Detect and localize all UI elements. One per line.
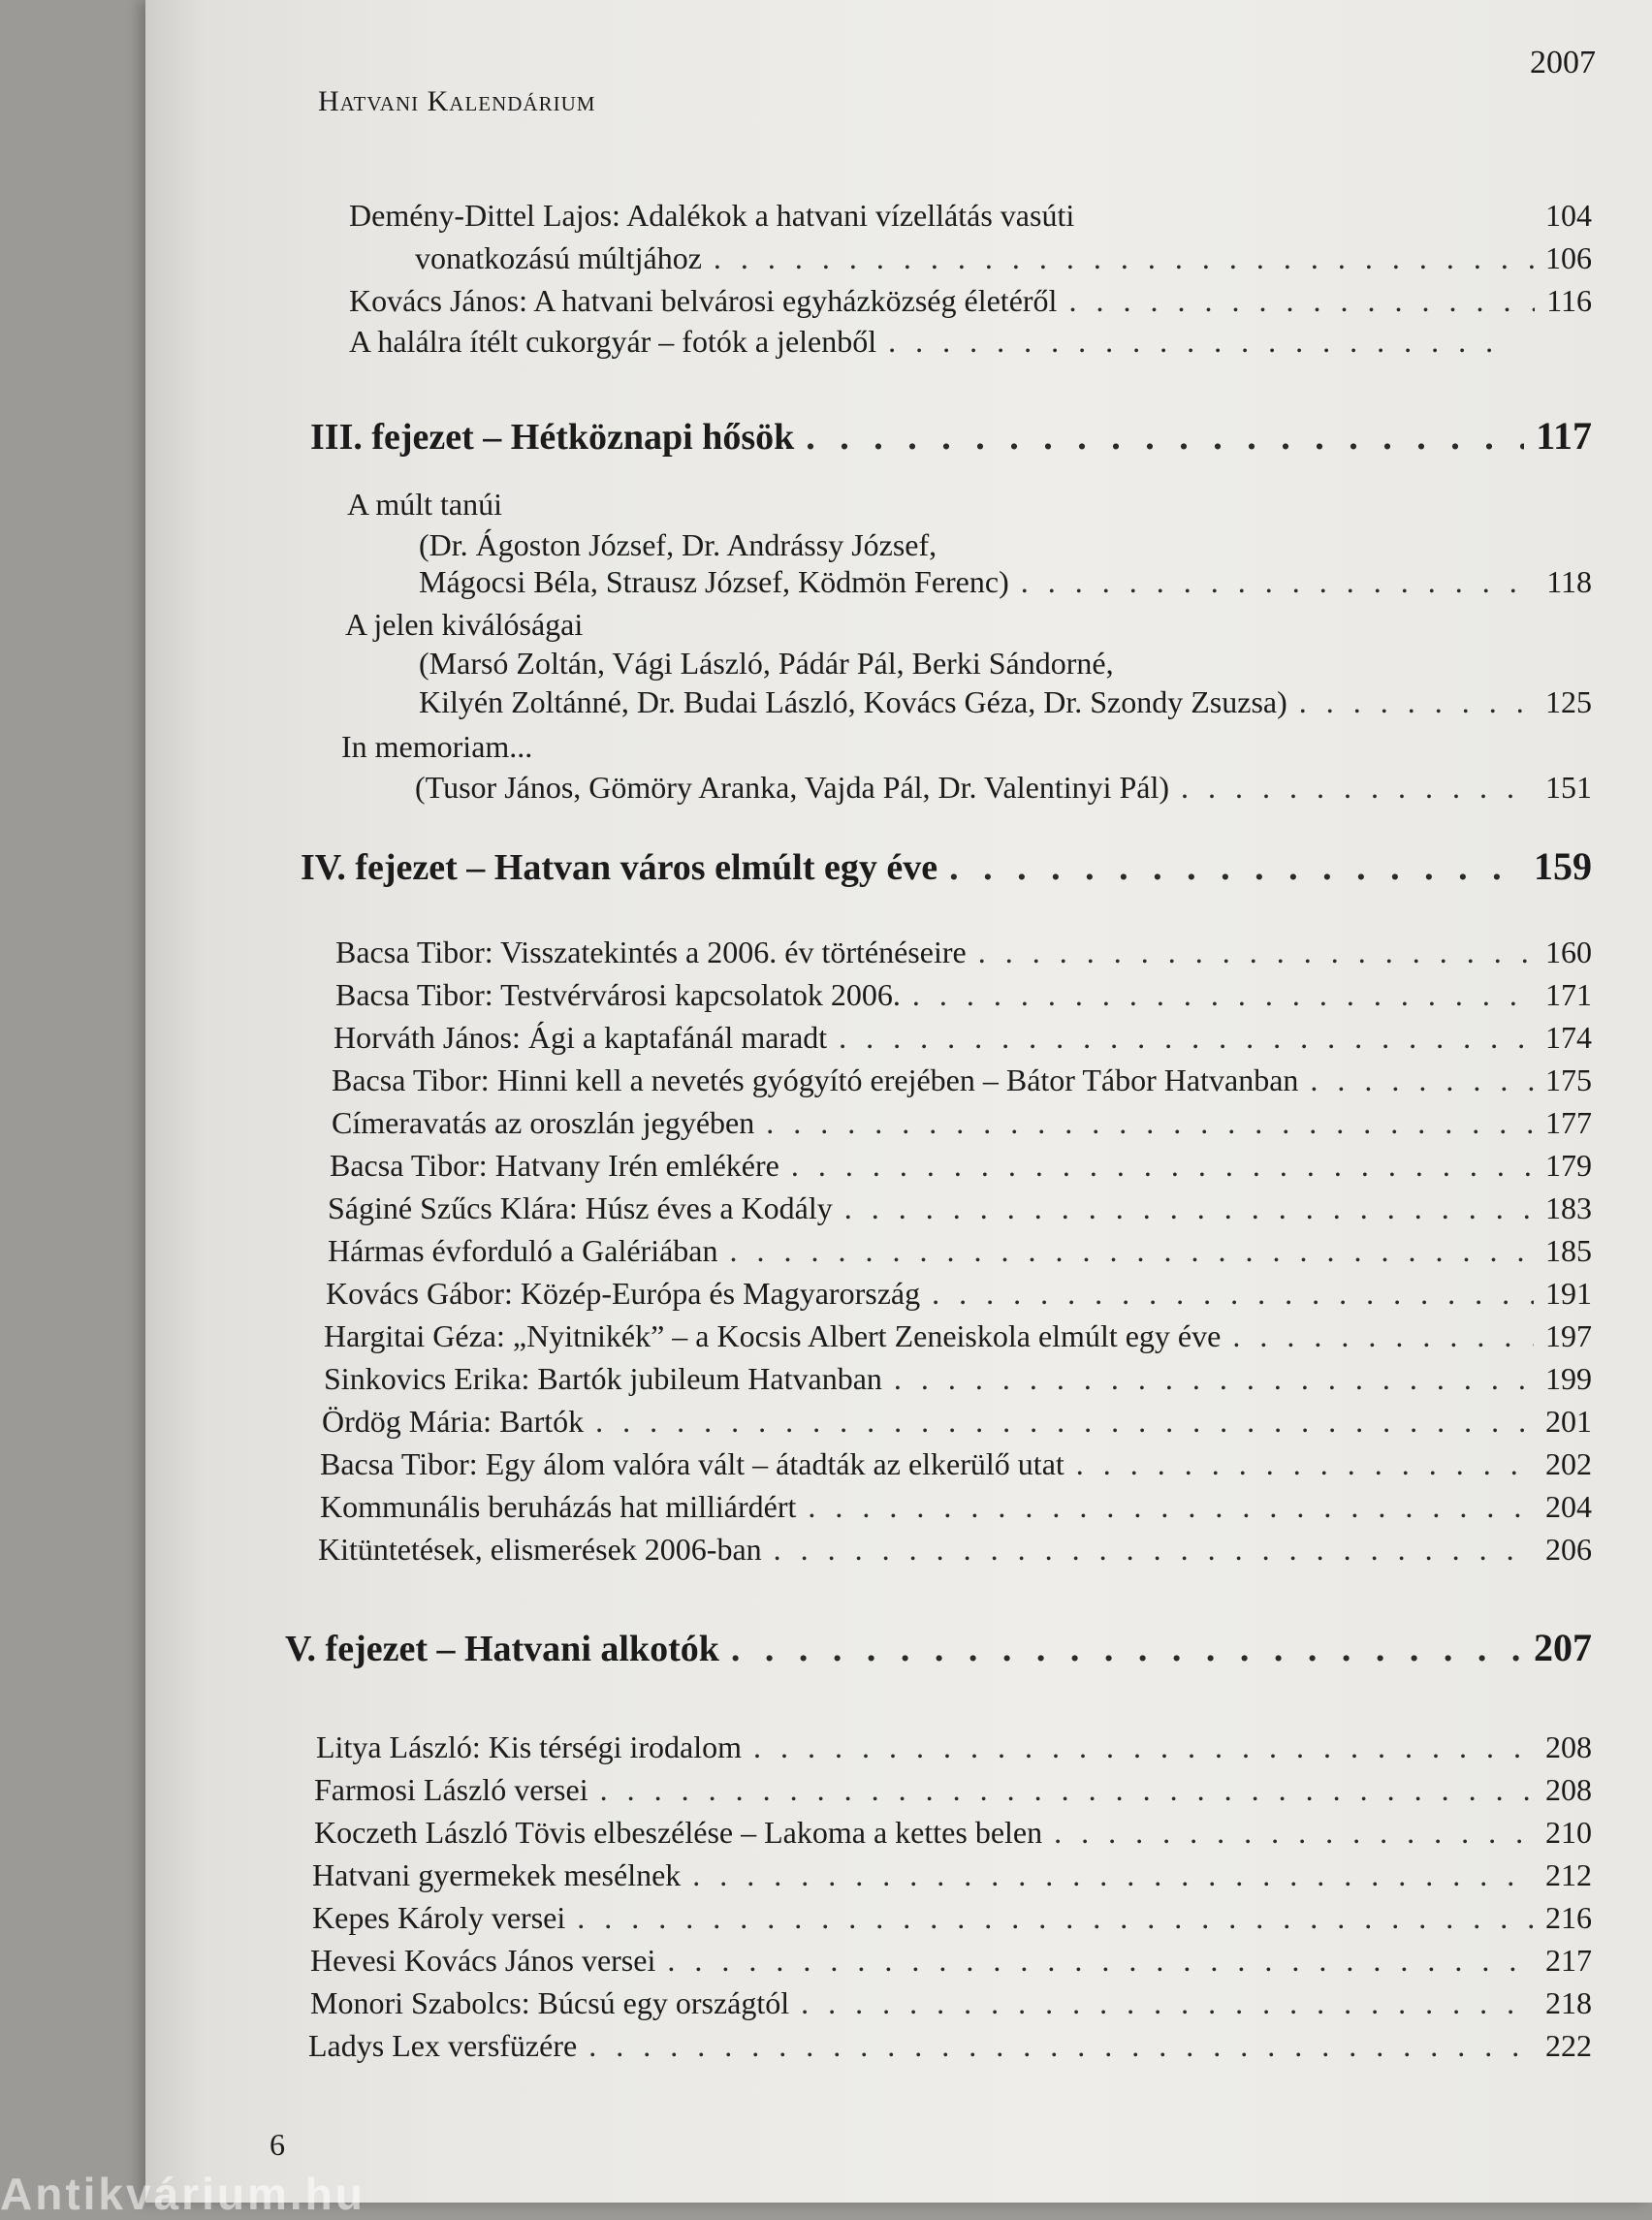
toc-entry: Sinkovics Erika: Bartók jubileum Hatvanban . . . 199 <box>324 1359 1592 1398</box>
toc-entry: Koczeth László Tövis elbeszélése – Lakoma a kettes belen . . . 210 <box>314 1813 1592 1852</box>
running-title: Hatvani Kalendárium <box>318 85 596 117</box>
toc-entry: Demény-Dittel Lajos: Adalékok a hatvani vízellátás vasúti 104 <box>349 198 1592 233</box>
toc-entry: Kitüntetések, elismerések 2006-ban . . . 206 <box>318 1530 1592 1569</box>
toc-entry: Bacsa Tibor: Hinni kell a nevetés gyógyító erejében – Bátor Tábor Hatvanban . . . 175 <box>332 1061 1592 1099</box>
toc-entry: Hármas évforduló a Galériában . . . 185 <box>328 1231 1592 1270</box>
toc-entry: Hargitai Géza: „Nyitnikék” – a Kocsis Albert Zeneiskola elmúlt egy éve . . . 197 <box>324 1316 1592 1355</box>
toc-entry: Kepes Károly versei . . . 216 <box>312 1898 1592 1937</box>
toc-entry: (Dr. Ágoston József, Dr. Andrássy József, <box>419 527 937 562</box>
toc-entry: (Tusor János, Gömöry Aranka, Vajda Pál, Dr. Valentinyi Pál) . . . 151 <box>415 768 1592 807</box>
toc-entry: Bacsa Tibor: Hatvany Irén emlékére . . . 179 <box>330 1146 1592 1185</box>
toc-entry: Bacsa Tibor: Visszatekintés a 2006. év történéseire . . . 160 <box>335 933 1592 971</box>
toc-entry: A halálra ítélt cukorgyár – fotók a jelenből . . . <box>349 322 1526 361</box>
toc-entry: Ságiné Szűcs Klára: Húsz éves a Kodály . . . 183 <box>328 1189 1592 1227</box>
page-number: 6 <box>270 2127 285 2162</box>
toc-entry: Horváth János: Ági a kaptafánál maradt . . . 174 <box>334 1018 1592 1057</box>
toc-entry: Kovács János: A hatvani belvárosi egyházközség életéről . . . 116 <box>349 281 1592 320</box>
toc-entry: Bacsa Tibor: Egy álom valóra vált – átadták az elkerülő utat . . . 202 <box>320 1444 1592 1483</box>
toc-chapter: III. fejezet – Hétköznapi hősök . . . 117 <box>310 417 1592 457</box>
toc-entry: A jelen kiválóságai <box>345 607 584 642</box>
header-year: 2007 <box>1530 45 1596 80</box>
toc-entry: Litya László: Kis térségi irodalom . . . 208 <box>316 1728 1592 1766</box>
toc-entry: Kovács Gábor: Közép-Európa és Magyarország . . . 191 <box>326 1274 1592 1313</box>
toc-entry: A múlt tanúi <box>347 487 502 522</box>
toc-entry: Mágocsi Béla, Strausz József, Ködmön Ferenc) . . . 118 <box>419 562 1592 601</box>
toc-entry: Hatvani gyermekek mesélnek . . . 212 <box>312 1855 1592 1894</box>
toc-entry: Farmosi László versei . . . 208 <box>314 1770 1592 1809</box>
toc-entry: Címeravatás az oroszlán jegyében . . . 177 <box>332 1103 1592 1142</box>
toc-entry: Hevesi Kovács János versei . . . 217 <box>310 1941 1592 1980</box>
toc-entry: (Marsó Zoltán, Vági László, Pádár Pál, Berki Sándorné, <box>419 646 1114 681</box>
toc-entry: In memoriam... <box>341 729 533 764</box>
toc-entry: Bacsa Tibor: Testvérvárosi kapcsolatok 2006. . . . 171 <box>335 975 1592 1014</box>
toc-entry: Ördög Mária: Bartók . . . 201 <box>322 1402 1592 1441</box>
watermark: Antikvárium.hu <box>0 2169 365 2219</box>
toc-entry: Kilyén Zoltánné, Dr. Budai László, Kovács Géza, Dr. Szondy Zsuzsa) . . . 125 <box>419 682 1592 721</box>
toc-chapter: V. fejezet – Hatvani alkotók . . . 207 <box>285 1629 1592 1668</box>
toc-entry: Ladys Lex versfüzére . . . 222 <box>308 2026 1592 2065</box>
toc-entry: Kommunális beruházás hat milliárdért . . . 204 <box>320 1487 1592 1526</box>
toc-entry: Monori Szabolcs: Búcsú egy országtól . . . 218 <box>310 1983 1592 2022</box>
table-of-contents <box>145 0 1652 2203</box>
book-page <box>145 0 1652 2203</box>
toc-entry: vonatkozású múltjához . . . 106 <box>415 238 1592 277</box>
toc-chapter: IV. fejezet – Hatvan város elmúlt egy éve . . . 159 <box>301 847 1592 887</box>
